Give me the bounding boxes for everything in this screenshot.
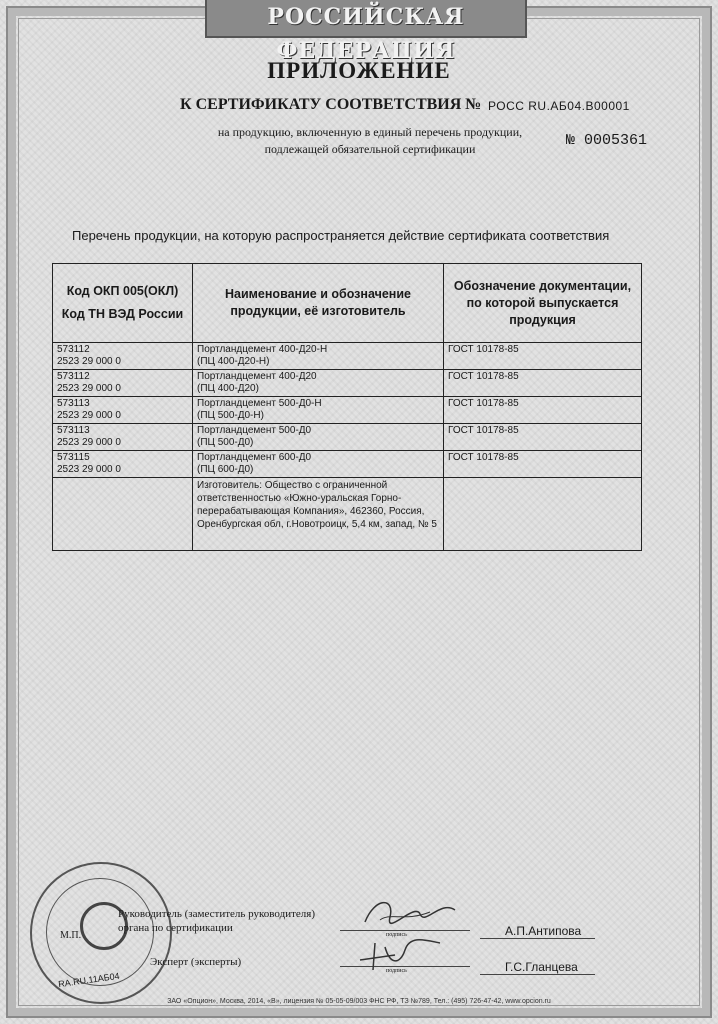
doc-cell: ГОСТ 10178-85	[444, 343, 642, 370]
header-product-name: Наименование и обозначение продукции, её изготовитель	[193, 264, 444, 343]
product-name: Портландцемент 500-Д0	[197, 425, 312, 436]
product-cell	[193, 343, 444, 370]
expert-sig-caption: подпись	[386, 968, 407, 974]
product-cell	[193, 451, 444, 478]
stamp-code: RA.RU.11АБ04	[57, 970, 121, 990]
doc-cell: ГОСТ 10178-85	[444, 451, 642, 478]
table-header-row	[53, 264, 642, 343]
okp-code: 573112	[57, 371, 90, 382]
tnved-code: 2523 29 000 0	[57, 356, 121, 367]
table-row	[53, 424, 642, 451]
expert-name: Г.С.Гланцева	[505, 960, 578, 974]
codes-cell	[53, 451, 193, 478]
empty-cell	[53, 478, 193, 551]
product-cell	[193, 370, 444, 397]
tnved-code: 2523 29 000 0	[57, 410, 121, 421]
tnved-code: 2523 29 000 0	[57, 464, 121, 475]
form-serial-number: № 0005361	[566, 132, 648, 149]
intro-text: Перечень продукции, на которую распространяется действие сертификата соответствия	[72, 228, 610, 243]
product-name: Портландцемент 600-Д0	[197, 452, 312, 463]
expert-label: Эксперт (эксперты)	[150, 956, 242, 968]
codes-cell	[53, 424, 193, 451]
manufacturer-row	[53, 478, 642, 551]
product-abbr: (ПЦ 500-Д0-Н)	[197, 410, 264, 421]
doc-cell: ГОСТ 10178-85	[444, 370, 642, 397]
product-cell	[193, 424, 444, 451]
product-abbr: (ПЦ 600-Д0)	[197, 464, 254, 475]
tnved-code: 2523 29 000 0	[57, 383, 121, 394]
okp-code: 573113	[57, 425, 90, 436]
note-line-2: подлежащей обязательной сертификации	[264, 142, 476, 156]
codes-cell	[53, 370, 193, 397]
head-sig-caption: подпись	[386, 932, 407, 938]
country-banner: РОССИЙСКАЯ ФЕДЕРАЦИЯ	[205, 0, 527, 38]
tnved-code: 2523 29 000 0	[57, 437, 121, 448]
product-abbr: (ПЦ 400-Д20-Н)	[197, 356, 270, 367]
okp-code: 573113	[57, 398, 90, 409]
product-abbr: (ПЦ 400-Д20)	[197, 383, 259, 394]
expert-signature	[355, 935, 445, 975]
product-table	[52, 263, 642, 551]
document-subtitle: К СЕРТИФИКАТУ СООТВЕТСТВИЯ №	[180, 96, 482, 113]
printer-footer: ЗАО «Опцион», Москва, 2014, «В», лицензия № 05-05-09/003 ФНС РФ, ТЗ №789, Тел.: (495) 726-47-42, www.opcion.ru	[167, 998, 551, 1005]
product-name: Портландцемент 500-Д0-Н	[197, 398, 322, 409]
product-name: Портландцемент 400-Д20-Н	[197, 344, 328, 355]
document-title: ПРИЛОЖЕНИЕ	[267, 58, 451, 83]
codes-cell	[53, 397, 193, 424]
product-name: Портландцемент 400-Д20	[197, 371, 317, 382]
head-label-2: органа по сертификации	[118, 922, 233, 934]
table-row	[53, 451, 642, 478]
doc-cell: ГОСТ 10178-85	[444, 424, 642, 451]
header-codes	[53, 264, 193, 343]
product-abbr: (ПЦ 500-Д0)	[197, 437, 254, 448]
table-row	[53, 397, 642, 424]
certificate-number: РОСС RU.АБ04.В00001	[488, 99, 630, 113]
manufacturer-cell: Изготовитель: Общество с ограниченной ответственностью «Южно-уральская Горно-перерабатывающая Компания», 462360, Россия, Оренбургская обл, г.Новотроицк, 5,4 км, запад, № 5	[193, 478, 444, 551]
head-label: Руководитель (заместитель руководителя)	[118, 908, 315, 920]
doc-cell: ГОСТ 10178-85	[444, 397, 642, 424]
product-cell	[193, 397, 444, 424]
empty-cell	[444, 478, 642, 551]
header-tnved: Код ТН ВЭД России	[61, 307, 184, 321]
stamp-label: М.П.	[60, 930, 82, 941]
okp-code: 573115	[57, 452, 90, 463]
head-name: А.П.Антипова	[505, 924, 582, 938]
note-line-1: на продукцию, включенную в единый перечень продукции,	[217, 125, 523, 139]
head-signature	[360, 892, 460, 932]
table-row	[53, 343, 642, 370]
expert-name-line	[480, 974, 595, 975]
subtitle-note	[180, 124, 560, 158]
codes-cell	[53, 343, 193, 370]
okp-code: 573112	[57, 344, 90, 355]
head-name-line	[480, 938, 595, 939]
header-documentation: Обозначение документации, по которой выпускается продукция	[444, 264, 642, 343]
header-okp: Код ОКП 005(ОКЛ)	[66, 284, 179, 298]
table-row	[53, 370, 642, 397]
